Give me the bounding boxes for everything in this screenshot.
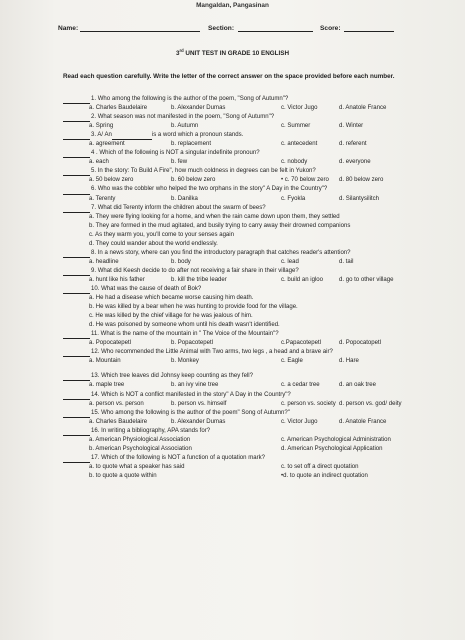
answer-blank[interactable] (63, 188, 90, 195)
choice: b. Popacotepetl (171, 340, 214, 347)
choice-row (63, 104, 423, 113)
choice: a. Mountain (89, 358, 121, 365)
choice: c. Fyokla (281, 195, 306, 202)
question-text: 2. What season was not manifested in the poem, "Song of Autumn"? (91, 114, 275, 121)
choice: b. Monkey (171, 358, 199, 365)
question (63, 204, 423, 213)
choice: d. tail (339, 258, 354, 265)
question-text: is a word which a pronoun stands. (151, 132, 244, 139)
choice: b. Alexander Dumas (171, 105, 226, 112)
choice-row (63, 400, 423, 409)
answer-blank[interactable] (63, 115, 90, 122)
question (63, 95, 423, 104)
answer-blank[interactable] (63, 350, 90, 357)
answer-blank[interactable] (63, 133, 90, 140)
question (63, 285, 423, 294)
answer-blank[interactable] (63, 456, 90, 463)
choice-row (63, 276, 423, 285)
choice: a. 50 below zero (89, 177, 134, 184)
choice: c. lead (281, 258, 299, 265)
choice: b. They are formed in the mud agitated, and busily trying to carry away their drowned companions (89, 222, 351, 229)
choice: b. person vs. himself (171, 400, 227, 407)
choice: b. kill the tribe leader (171, 276, 227, 283)
choice: b. to quote a quote within (89, 472, 157, 479)
choice: d. Winter (339, 123, 364, 130)
choice: c. to set off a direct quotation (281, 463, 359, 470)
choice: d. referent (339, 141, 367, 148)
answer-blank[interactable] (63, 411, 90, 418)
question (63, 167, 423, 176)
choice: c. Eagle (281, 358, 303, 365)
choice-row (63, 463, 423, 472)
choice-row (63, 258, 423, 267)
choice: a. each (89, 159, 109, 166)
question (63, 267, 423, 276)
test-title: 3rd UNIT TEST IN GRADE 10 ENGLISH (175, 48, 289, 58)
choice: a. They were flying looking for a home, and when the rain came down upon them, they settled (89, 213, 340, 220)
choice: a. Charles Baudelaire (89, 418, 148, 425)
choice: c. build an igloo (281, 276, 324, 283)
choice: a. to quote what a speaker has said (89, 463, 185, 470)
choice: d. Popocatopetl (339, 340, 382, 347)
choice-row (63, 339, 423, 348)
question-text: 4 . Which of the following is NOT a singular indefinite pronoun? (91, 150, 260, 157)
choice-row (63, 381, 423, 390)
question-text: 17. Which of the following is NOT a function of a quotation mark? (91, 454, 265, 461)
question (63, 409, 423, 418)
question-text: 12. Who recommended the Little Animal with Two arms, two legs , a head and a brave air? (91, 349, 333, 356)
question-text: 16. In writing a bibliography, APA stands for? (91, 427, 211, 434)
choice: a. He had a disease which became worse causing him death. (89, 295, 254, 302)
choice: b. American Psychological Association (89, 445, 192, 452)
choice: c. nobody (281, 159, 308, 166)
choice-row (63, 140, 423, 149)
choice: c.Papacotepetl (281, 340, 322, 347)
choice-row (63, 176, 423, 185)
choice: c. Victor Jugo (281, 105, 318, 112)
choice: a. person vs. person (89, 400, 144, 407)
choice: c. person vs. society (281, 400, 336, 407)
choice: c. American Psychological Administration (281, 436, 391, 443)
score-field[interactable] (344, 25, 394, 32)
choice: a. agreement (89, 141, 125, 148)
choice: d. Anatole France (339, 418, 387, 425)
answer-blank[interactable] (63, 169, 90, 176)
choice: d. person vs. god/ deity (339, 400, 402, 407)
question-text: 1. Who among the following is the author of the poem, "Song of Autumn"? (91, 96, 289, 102)
choice: d. American Psychological Application (281, 445, 383, 452)
question (63, 427, 423, 436)
question-text: 6. Who was the cobbler who helped the two orphans in the story" A Day in the Country"? (91, 186, 328, 193)
answer-blank[interactable] (63, 269, 90, 276)
question (63, 372, 423, 381)
choice: c. a cedar tree (281, 382, 320, 389)
choice: d. go to other village (339, 276, 394, 283)
choice-row (63, 436, 423, 445)
section-field[interactable] (238, 25, 313, 32)
school-location: Mangaldan, Pangasinan (196, 2, 269, 9)
question-text: 13. Which tree leaves did Johnsy keep counting as they fell? (91, 373, 254, 380)
choice: d. He was poisoned by someone whom until his death wasn't identified. (89, 322, 280, 329)
question (63, 249, 423, 258)
answer-blank[interactable] (63, 374, 90, 381)
choice: d. an oak tree (339, 382, 376, 389)
choice-row (63, 195, 423, 204)
question (63, 113, 423, 122)
question (63, 185, 423, 194)
choice: b. 60 below zero (171, 177, 216, 184)
choice: d. everyone (339, 159, 371, 166)
answer-blank[interactable] (63, 97, 90, 104)
question-text: 8. In a news story, where can you find the introductory paragraph that catches reader's attention? (91, 249, 351, 256)
question (63, 330, 423, 339)
name-label: Name: (58, 25, 79, 32)
answer-blank[interactable] (63, 151, 90, 158)
choice: b. replacement (171, 141, 211, 148)
question-text: 10. What was the cause of death of Bok? (91, 285, 202, 292)
question (63, 454, 423, 463)
choice: a. Popocatepetl (89, 340, 132, 347)
choice: c. antecedent (281, 141, 318, 148)
question (63, 149, 423, 158)
choice: a. headline (89, 258, 119, 265)
choice: b. an ivy vine tree (171, 382, 219, 389)
answer-blank[interactable] (63, 393, 90, 400)
inline-blank (112, 133, 152, 140)
choice: b. Danilka (171, 195, 198, 202)
score-label: Score: (320, 25, 341, 32)
choice: d. 80 below zero (339, 177, 384, 184)
answer-blank[interactable] (63, 332, 90, 339)
choice: d. Anatole France (339, 105, 387, 112)
answer-blank[interactable] (63, 251, 90, 258)
choice: b. body (171, 258, 191, 265)
choice-row (63, 472, 423, 481)
choice: a. Charles Baudelaire (89, 105, 148, 112)
choice-row (63, 158, 423, 167)
choice: • c. 70 below zero (281, 177, 329, 184)
question (63, 131, 423, 140)
choice: a. Spring (89, 123, 114, 130)
choice: a. American Physiological Association (89, 436, 191, 443)
question-text: 3. A/ An (91, 132, 112, 139)
name-field[interactable] (80, 25, 200, 32)
question-list (63, 95, 423, 481)
answer-blank[interactable] (63, 429, 90, 436)
instructions: Read each question carefully. Write the letter of the correct answer on the space provided before each number. (63, 73, 395, 80)
section-label: Section: (208, 25, 235, 32)
choice-row (63, 357, 423, 366)
choice: c. Victor Jugo (281, 418, 318, 425)
choice: b. He was killed by a bear when he was hunting to provide food for the village. (89, 304, 298, 311)
choice-row (63, 122, 423, 131)
choice: a. maple tree (89, 382, 125, 389)
question (63, 348, 423, 357)
choice: c. Summer (281, 123, 311, 130)
choice: a. hunt like his father (89, 276, 145, 283)
choice: b. Autumn (171, 123, 199, 130)
choice: b. few (171, 159, 188, 166)
question (63, 391, 423, 400)
choice: c. As they warm you, you'll come to your senses again (89, 231, 235, 238)
choice: d. They could wander about the world endlessly. (89, 240, 218, 247)
choice-row (63, 418, 423, 427)
question-text: 11. What is the name of the mountain in " The Voice of the Mountain"? (91, 331, 279, 338)
choice: d. Silantysilitch (339, 195, 379, 202)
answer-blank[interactable] (63, 206, 90, 213)
question-text: 7. What did Terenty inform the children about the swarm of bees? (91, 204, 266, 211)
question-text: 5. In the story: To Build A Fire", how much coldness in degrees can be felt in Yukon? (91, 168, 316, 175)
answer-blank[interactable] (63, 287, 90, 294)
choice: a. Terenty (89, 195, 116, 202)
choice: •d. to quote an indirect quotation (281, 472, 368, 479)
question-text: 15. Who among the following is the author of the poem" Song of Autumn?" (91, 409, 290, 416)
choice: c. He was killed by the chief village for he was jealous of him. (89, 313, 253, 320)
choice-row (63, 445, 423, 454)
question-text: 9. What did Keesh decide to do after not receiving a fair share in their village? (91, 267, 299, 274)
question-text: 14. Which is NOT a conflict manifested in the story" A Day in the Country"? (91, 391, 291, 398)
choice: b. Alexander Dumas (171, 418, 226, 425)
choice: d. Hare (339, 358, 359, 365)
